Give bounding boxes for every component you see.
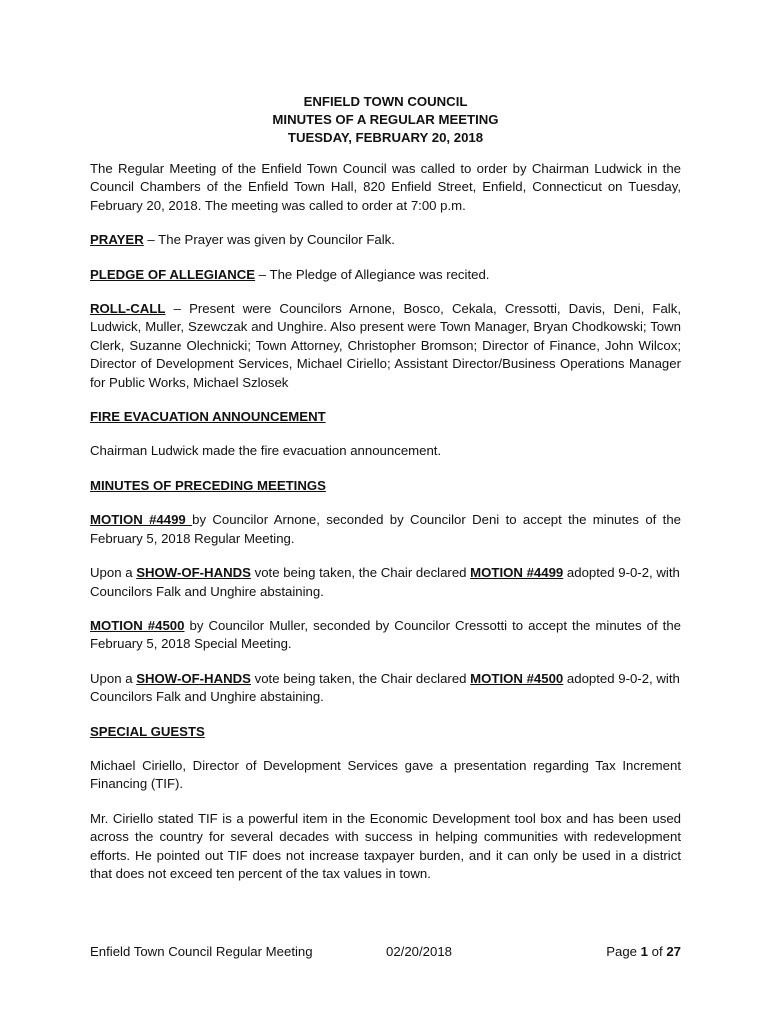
rollcall-text: – Present were Councilors Arnone, Bosco, Cekala, Cressotti, Davis, Deni, Falk, Ludwick, Muller, Szewczak and Unghire. Also present were Town Manager, Bryan Chodkowski; Town Clerk, Suzanne Olechnicki; Town Attorney, Christopher Bromson; Director of Finance, John Wilcox; Director of Development Services, Michael Ciriello; Assistant Director/Business Operations Manager for Public Works, Michael Szlosek <box>90 301 681 390</box>
motion-4499-paragraph <box>90 511 681 548</box>
rollcall-label: ROLL-CALL <box>90 301 166 317</box>
footer-total-pages: 27 <box>666 944 681 959</box>
pledge-paragraph <box>90 266 681 284</box>
pledge-text: – The Pledge of Allegiance was recited. <box>255 266 490 282</box>
motion-4499-text: by Councilor Arnone, seconded by Councilor Deni to accept the minutes of the February 5, 2018 Regular Meeting. <box>90 512 681 546</box>
vote-4499-paragraph <box>90 564 681 601</box>
footer-date: 02/20/2018 <box>386 944 453 959</box>
vote-4500-mid: vote being taken, the Chair declared <box>250 670 471 686</box>
pledge-label: PLEDGE OF ALLEGIANCE <box>90 266 256 282</box>
prayer-text: – The Prayer was given by Councilor Falk. <box>143 232 395 248</box>
special-guests-paragraph-1: Michael Ciriello, Director of Development Services gave a presentation regarding Tax Increment Financing (TIF). <box>90 757 681 792</box>
header-meeting-type: MINUTES OF A REGULAR MEETING <box>272 112 499 127</box>
vote-4499-pre: Upon a <box>90 565 137 581</box>
vote-4499-motion: MOTION #4499 <box>470 565 564 581</box>
special-guests-paragraph-2: Mr. Ciriello stated TIF is a powerful item in the Economic Development tool box and has been used across the country for several decades with success in helping communities with redevelopment efforts. He pointed out TIF does not increase taxpayer burden, and it can only be used in a district that does not exceed ten percent of the tax values in town. <box>90 810 681 881</box>
special-guests-heading: SPECIAL GUESTS <box>90 723 205 739</box>
footer-page-word: Page <box>606 944 641 959</box>
rollcall-paragraph <box>90 300 681 392</box>
prayer-paragraph <box>90 231 681 249</box>
vote-4500-motion: MOTION #4500 <box>470 670 564 686</box>
motion-4499-label: MOTION #4499 <box>90 512 193 528</box>
document-header <box>90 93 681 147</box>
footer-meeting-name: Enfield Town Council Regular Meeting <box>90 944 313 959</box>
vote-4500-paragraph <box>90 670 681 707</box>
prayer-label: PRAYER <box>90 232 144 248</box>
motion-4500-paragraph <box>90 617 681 654</box>
vote-4499-result: adopted 9-0-2, with Councilors Falk and Unghire abstaining. <box>90 565 680 599</box>
vote-4500-result: adopted 9-0-2, with Councilors Falk and Unghire abstaining. <box>90 670 680 705</box>
minutes-heading: MINUTES OF PRECEDING MEETINGS <box>90 477 326 493</box>
footer-current-page: 1 <box>640 944 648 959</box>
intro-paragraph: The Regular Meeting of the Enfield Town Council was called to order by Chairman Ludwick in the Council Chambers of the Enfield Town Hall, 820 Enfield Street, Enfield, Connecticut on Tuesday, February 20, 2018. The meeting was called to order at 7:00 p.m. <box>90 161 681 213</box>
vote-4499-show-of-hands: SHOW-OF-HANDS <box>136 565 251 581</box>
vote-4500-show-of-hands: SHOW-OF-HANDS <box>136 670 251 686</box>
vote-4499-mid: vote being taken, the Chair declared <box>250 565 471 581</box>
fire-evacuation-text: Chairman Ludwick made the fire evacuation announcement. <box>90 443 442 459</box>
document-page <box>90 93 681 899</box>
motion-4500-text: by Councilor Muller, seconded by Councilor Cressotti to accept the minutes of the February 5, 2018 Special Meeting. <box>90 617 681 652</box>
header-council-name: ENFIELD TOWN COUNCIL <box>303 94 468 109</box>
fire-evacuation-heading: FIRE EVACUATION ANNOUNCEMENT <box>90 409 326 425</box>
header-meeting-date: TUESDAY, FEBRUARY 20, 2018 <box>287 130 484 145</box>
motion-4500-label: MOTION #4500 <box>90 617 185 633</box>
footer-of-word: of <box>648 944 667 959</box>
footer-page-number <box>606 943 681 961</box>
vote-4500-pre: Upon a <box>90 670 137 686</box>
